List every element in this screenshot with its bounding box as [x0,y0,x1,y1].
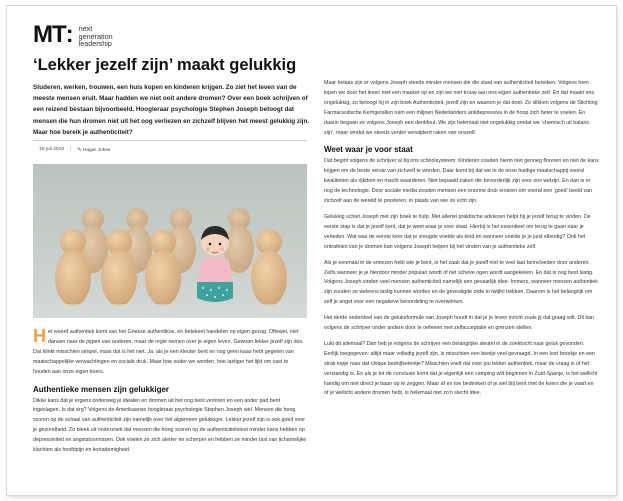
logo-mark: MT: [33,21,74,48]
article-page [7,6,616,495]
paragraph: Het derde onderdeel van de geluksformule van Joseph houdt in dat je je leven inricht zoals jij dat graag wilt. Dit kan volgens de schrijver onder andere door te oefenen met zelfacceptatie en grenzen stellen. [324,315,595,332]
pencil-icon: ✎ [77,148,82,153]
divider [33,140,307,141]
paragraph: Gelukkig schiet Joseph met zijn boek te hulp. Met allerlei praktische adviezen helpt hij je jezelf terug te vinden. De eerste stap is dat je jezelf kent, dat je weet waar je voor staat. Hierbij is het essentieel om terug te gaan naar je verleden. Wat was de eerste keer dat je vreugde voelde als kind en wanneer voelde je je juist ellendig? Ook het ontrafelen van je dromen kan volgens Joseph helpen bij het vinden van je authentieke zelf. [324,213,591,250]
paragraph: Dikke kans dat je ergens onderweg je idealen en dromen uit het oog bent verloren en een ander pad bent ingeslagen. Is dat erg? Volgens de Amerikaanse hoogleraar psychologie Stephen Joseph wel. Mensen die hoog scoren op de schaal van authenticiteit zijn namelijk over het algemeen gelukkiger. Lekker jezelf zijn is ook goed voor je gezondheid. Zo bleek uit onderzoek dat mensen die hoog scoren op de authenticiteitstest minder kans hebben op depressiviteit en angststoornissen. Ook voelen ze zich alerter en scherper en hebben ze minder last van lichamelijke klachten als hoofdpijn en kortademigheid. [33,397,307,454]
separator: | [70,147,72,152]
article-intro: Studeren, werken, trouwen, een huis kopen en kinderen krijgen. Zo ziet het leven van de meeste mensen eruit. Maar hadden we niet ooit andere dromen? Over een boek schrijven of een reizend bestaan bijvoorbeeld. Hoogleraar psychologie Stephen Joseph betoogt dat mensen die hun dromen niet uit het oog verliezen en zichzelf blijven het meest gelukkig zijn. Maar hoe bereik je authenticiteit? [33,84,310,136]
paragraph: Het woord authentiek komt van het Griekse authentikos, en betekent handelen op eigen gezag. Oftewel, niet dansen naar de pijpen van anderen, maar de regie nemen over je eigen leven. Gewoon lekker jezelf zijn dus. Dat klinkt misschien simpel, maar dat is het niet. Ja, als je een kleuter bent en nog geen kaas hebt gegeten van maatschappelijke verwachtingen en sociale druk. Maar hoe ouder we worden, hoe lastiger het lijkt om vast te houden aan onze eigen koers. [33,326,304,375]
publish-date: 15 juli 2019 [39,147,65,152]
left-column-body [33,328,307,462]
wooden-peg-dolls-illustration [33,164,307,318]
hero-image [33,164,307,318]
site-logo[interactable] [33,21,113,49]
author-name: Hagar Jobse [82,148,111,153]
subheading: Authentieke mensen zijn gelukkiger [33,384,170,394]
logo-text: next generation leadership [78,24,113,49]
paragraph: Maar helaas zijn er volgens Joseph steeds minder mensen die die staat van authenticiteit bereiken. Volgens hem lopen we door het leven met een masker op en zijn we niet trouw aan ons eigen authentieke zelf. En dat maakt ons ongelukkig, zo betoogt hij in zijn boek Authenticiteit, jezelf zijn en waarom je dat doet. Zo slikken volgens de Stichting Farmaceutische Kerngetallen ruim een miljoen Nederlanders antidepressiva in de hoop zich beter te voelen. En daarin begaan ze volgens Joseph een denkfout. We zijn helemaal niet ongelukkig omdat we ‘chemisch uit balans zijn’, maar omdat we steeds verder verwijderd raken van onszelf. [324,80,598,136]
author-byline[interactable] [77,147,110,153]
article-meta [39,147,111,153]
paragraph: Lukt dit allemaal? Dan heb je volgens de schrijver een belangrijke sleutel in de zoektocht naar geluk gevonden. Eerlijk toegegeven: altijd maar volledig jezelf zijn, is misschien een beetje veel gevraagd. In een kort broekje en een strak topje naar dat chique bedrijfsetentje? Misschien voelt dat voor jou lekker authentiek, maar de vraag is of het verstandig is. En als je tot de conclusie komt dat je eigenlijk een camping wilt beginnen in Zuid-Spanje, is het wellicht handig om niet direct je baan op te zeggen. Maar af en toe bedenken of je wel blij bent met de koers die je vaart en of je wellicht andere dromen hebt, is helemaal niet zo'n slecht idee. [324,340,598,397]
dropcap: H [33,326,46,346]
right-column-body [324,79,599,405]
subheading: Weet waar je voor staat [324,145,413,155]
paragraph: Dat begint volgens de schrijver al bij ons schoolsysteem. Kinderen zouden hierin niet genoeg floreren en niet de kans krijgen om de beste versie van zichzelf te worden. Daar komt bij dat we in de onze huidige maatschappij vooral kwaliteiten als rijkdom en macht waarderen. Niet bepaald zaken die bevorderlijk zijn voor ons welzijn. En dan is er nog de technologie. Door sociale media zouden mensen een enorme druk ervaren om vooral een ‘goed’ beeld van zichzelf aan de wereld te presteren, in plaats van wie ze echt zijn. [324,158,599,205]
article-title: ‘Lekker jezelf zijn’ maakt gelukkig [33,56,297,74]
painted-doll [197,226,233,302]
paragraph: Als je eenmaal in de smiezen hebt wie je bent, is het zaak dat je jezelf niet te veel laat beïnvloeden door anderen. Zelfs wanneer je je hierdoor minder populair wordt of het scheve ogen wordt aangekeken. En dat is nog best lastig. Volgens Joseph vinden veel mensen authenticiteit namelijk een gevaarlijk idee. Immers, wanneer mensen authentiek zijn zouden ze weleens lastig kunnen worden en de gevestigde orde in twijfel trekken. Daarom is het belangrijk om zelf je angst voor een negatieve beoordeling te overwinnen. [324,259,598,306]
